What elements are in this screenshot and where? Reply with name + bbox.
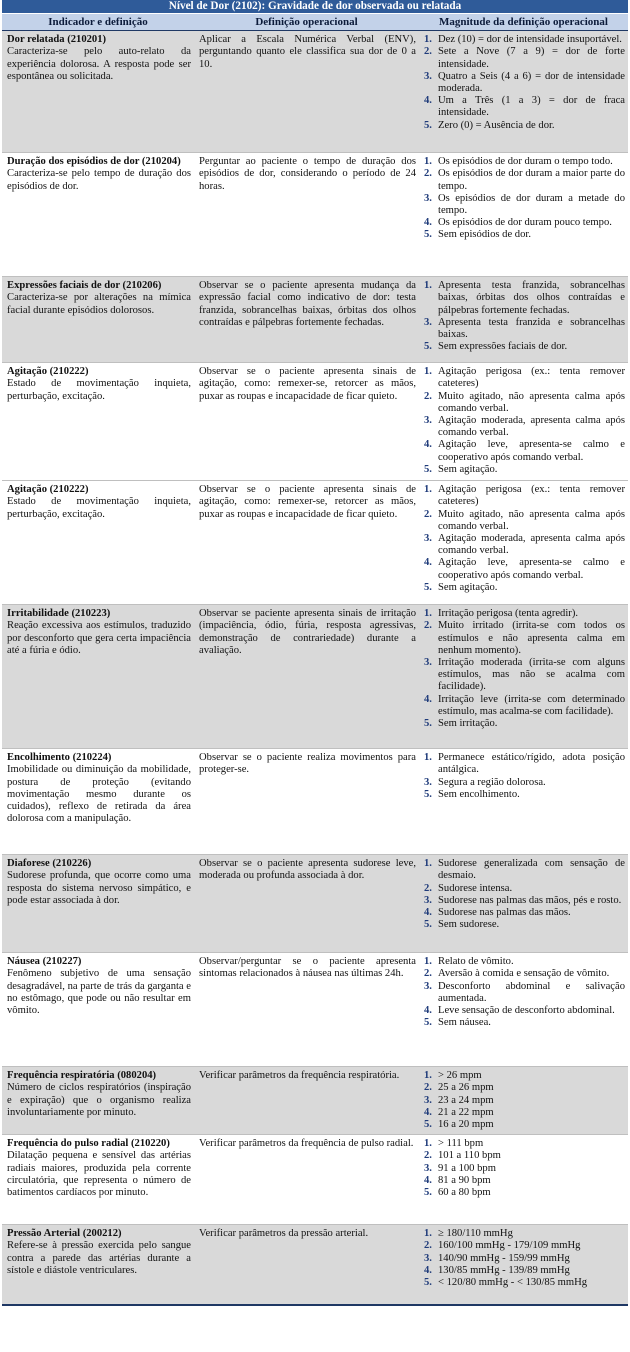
magnitude-text: Agitação moderada, apresenta calma após comando verbal. xyxy=(438,415,625,439)
magnitude-text: Segura a região dolorosa. xyxy=(438,776,546,788)
indicator-definition: Reação excessiva aos estímulos, traduzido por desconforto que gera certa impaciência até a fúria e ódio. xyxy=(7,620,191,656)
magnitude-cell xyxy=(419,1135,628,1225)
magnitude-number: 1. xyxy=(424,752,432,764)
magnitude-number: 2. xyxy=(424,390,432,402)
magnitude-text: Sudorese generalizada com sensação de desmaio. xyxy=(438,858,625,882)
magnitude-number: 5. xyxy=(424,919,432,931)
magnitude-number: 1. xyxy=(424,280,432,292)
table-row xyxy=(2,953,628,1067)
magnitude-text: Os episódios de dor duram o tempo todo. xyxy=(438,156,613,168)
operational-definition-cell: Verificar parâmetros da pressão arterial. xyxy=(194,1225,419,1305)
table-row xyxy=(2,1067,628,1135)
indicator-definition: Imobilidade ou diminuição da mobilidade, postura de proteção (evitando movimentação mesmo durante os cuidados), reflexo de retirada da área dolorosa com a manipulação. xyxy=(7,764,191,825)
magnitude-item xyxy=(424,71,625,95)
magnitude-item xyxy=(424,907,625,919)
magnitude-item xyxy=(424,229,625,241)
indicator-title: Frequência respiratória (080204) xyxy=(7,1070,157,1082)
magnitude-item xyxy=(424,789,625,801)
magnitude-item xyxy=(424,968,625,980)
table-row xyxy=(2,855,628,953)
magnitude-item xyxy=(424,1228,625,1240)
indicator-cell xyxy=(2,855,194,953)
operational-definition-cell: Observar se o paciente realiza movimentos para proteger-se. xyxy=(194,749,419,855)
indicator-title: Frequência do pulso radial (210220) xyxy=(7,1138,170,1150)
magnitude-text: ≥ 180/110 mmHg xyxy=(438,1228,513,1240)
magnitude-item xyxy=(424,919,625,931)
magnitude-text: 81 a 90 bpm xyxy=(438,1174,491,1186)
magnitude-item xyxy=(424,582,625,594)
magnitude-number: 2. xyxy=(424,882,432,894)
magnitude-number: 1. xyxy=(424,1228,432,1240)
indicator-definition: Caracteriza-se pelo auto-relato da experiência dolorosa. A resposta pode ser espontânea ou solicitada. xyxy=(7,46,191,82)
operational-definition-cell: Observar se o paciente apresenta mudança da expressão facial como indicativo de dor: testa franzida, sobrancelhas baixas, órbitas dos olhos contraídas e pálpebras fortemente fechadas. xyxy=(194,277,419,363)
magnitude-number: 4. xyxy=(424,693,432,705)
magnitude-text: Sem encolhimento. xyxy=(438,788,520,800)
magnitude-number: 3. xyxy=(424,192,432,204)
indicator-title: Agitação (210222) xyxy=(7,366,89,378)
magnitude-cell xyxy=(419,481,628,605)
magnitude-list xyxy=(424,956,625,1029)
indicator-cell xyxy=(2,277,194,363)
magnitude-text: Muito agitado, não apresenta calma após comando verbal. xyxy=(438,390,625,414)
magnitude-list xyxy=(424,34,625,132)
magnitude-cell xyxy=(419,153,628,277)
magnitude-number: 1. xyxy=(424,156,432,168)
magnitude-item xyxy=(424,1240,625,1252)
magnitude-text: Zero (0) = Ausência de dor. xyxy=(438,119,555,131)
magnitude-number: 2. xyxy=(424,620,432,632)
magnitude-list xyxy=(424,608,625,730)
magnitude-text: Irritação perigosa (tenta agredir). xyxy=(438,608,578,620)
magnitude-text: Agitação perigosa (ex.: tenta remover cateteres) xyxy=(438,484,625,508)
indicator-title: Pressão Arterial (200212) xyxy=(7,1228,122,1240)
magnitude-text: 21 a 22 mpm xyxy=(438,1106,494,1118)
magnitude-item xyxy=(424,883,625,895)
magnitude-text: Quatro a Seis (4 a 6) = dor de intensidade moderada. xyxy=(438,70,625,95)
magnitude-number: 3. xyxy=(424,894,432,906)
magnitude-cell xyxy=(419,1067,628,1135)
magnitude-item xyxy=(424,1150,625,1162)
table-row xyxy=(2,363,628,481)
magnitude-text: 25 a 26 mpm xyxy=(438,1082,494,1094)
indicator-title: Dor relatada (210201) xyxy=(7,34,107,46)
operational-definition-cell: Observar se o paciente apresenta sinais de agitação, como: remexer-se, retorcer as mãos, puxar as roupas e incapacidade de ficar quieto. xyxy=(194,481,419,605)
magnitude-text: Sudorese nas palmas das mãos, pés e rosto. xyxy=(438,894,622,906)
magnitude-text: Dez (10) = dor de intensidade insuportável. xyxy=(438,34,622,46)
magnitude-list xyxy=(424,484,625,594)
magnitude-number: 2. xyxy=(424,168,432,180)
magnitude-item xyxy=(424,533,625,557)
magnitude-text: Relato de vômito. xyxy=(438,956,514,968)
magnitude-item xyxy=(424,484,625,508)
magnitude-item xyxy=(424,217,625,229)
magnitude-text: 91 a 100 bpm xyxy=(438,1162,496,1174)
magnitude-list xyxy=(424,752,625,801)
magnitude-list xyxy=(424,858,625,931)
magnitude-number: 5. xyxy=(424,788,432,800)
magnitude-text: Sem agitação. xyxy=(438,463,498,475)
magnitude-number: 5. xyxy=(424,341,432,353)
magnitude-cell xyxy=(419,277,628,363)
table-row xyxy=(2,277,628,363)
indicator-definition: Estado de movimentação inquieta, perturbação, excitação. xyxy=(7,378,191,402)
table-row xyxy=(2,1225,628,1305)
magnitude-text: Aversão à comida e sensação de vômito. xyxy=(438,968,610,980)
magnitude-text: Sudorese nas palmas das mãos. xyxy=(438,907,571,919)
magnitude-text: 60 a 80 bpm xyxy=(438,1187,491,1199)
indicator-title: Encolhimento (210224) xyxy=(7,752,112,764)
magnitude-item xyxy=(424,1095,625,1107)
magnitude-list xyxy=(424,1070,625,1131)
magnitude-cell xyxy=(419,1225,628,1305)
magnitude-cell xyxy=(419,31,628,153)
indicator-definition: Fenômeno subjetivo de uma sensação desagradável, na parte de trás da garganta e no estômago, que pode ou não resultar em vômito. xyxy=(7,968,191,1017)
magnitude-number: 4. xyxy=(424,1106,432,1118)
magnitude-text: 130/85 mmHg - 139/89 mmHg xyxy=(438,1264,570,1276)
column-header-indicator: Indicador e definição xyxy=(2,14,194,31)
magnitude-number: 1. xyxy=(424,484,432,496)
magnitude-item xyxy=(424,1265,625,1277)
magnitude-number: 3. xyxy=(424,415,432,427)
magnitude-item xyxy=(424,718,625,730)
magnitude-item xyxy=(424,317,625,341)
indicator-cell xyxy=(2,953,194,1067)
magnitude-text: 140/90 mmHg - 159/99 mmHg xyxy=(438,1252,570,1264)
magnitude-number: 1. xyxy=(424,1070,432,1082)
indicator-definition: Dilatação pequena e sensível das artérias radiais maiores, produzida pela corrente circulatória, que representa o número de batimentos cardíacos por minuto. xyxy=(7,1150,191,1199)
indicator-title: Náusea (210227) xyxy=(7,956,82,968)
magnitude-number: 3. xyxy=(424,1094,432,1106)
magnitude-item xyxy=(424,366,625,390)
magnitude-text: Agitação leve, apresenta-se calmo e cooperativo após comando verbal. xyxy=(438,439,625,463)
indicator-definition: Caracteriza-se por alterações na mímica facial durante episódios dolorosos. xyxy=(7,292,191,316)
magnitude-number: 4. xyxy=(424,1174,432,1186)
magnitude-item xyxy=(424,120,625,132)
magnitude-number: 5. xyxy=(424,1187,432,1199)
magnitude-number: 5. xyxy=(424,463,432,475)
table-row xyxy=(2,1135,628,1225)
indicator-cell xyxy=(2,605,194,749)
magnitude-cell xyxy=(419,749,628,855)
magnitude-item xyxy=(424,34,625,46)
magnitude-number: 3. xyxy=(424,1162,432,1174)
magnitude-number: 2. xyxy=(424,46,432,58)
indicator-definition: Refere-se à pressão exercida pelo sangue contra a parede das artérias durante a sístole e diástole ventriculares. xyxy=(7,1240,191,1276)
magnitude-cell xyxy=(419,605,628,749)
magnitude-text: Sem expressões faciais de dor. xyxy=(438,341,568,353)
magnitude-text: Leve sensação de desconforto abdominal. xyxy=(438,1005,615,1017)
magnitude-text: Irritação leve (irrita-se com determinado estímulo, mas acalma-se com facilidade). xyxy=(438,693,625,717)
indicator-cell xyxy=(2,31,194,153)
column-header-magnitude: Magnitude da definição operacional xyxy=(419,14,628,31)
magnitude-item xyxy=(424,981,625,1005)
magnitude-number: 2. xyxy=(424,968,432,980)
magnitude-text: Os episódios de dor duram a maior parte do tempo. xyxy=(438,168,625,192)
magnitude-item xyxy=(424,1070,625,1082)
magnitude-number: 4. xyxy=(424,1005,432,1017)
magnitude-item xyxy=(424,46,625,70)
magnitude-item xyxy=(424,1005,625,1017)
magnitude-text: 16 a 20 mpm xyxy=(438,1119,494,1131)
indicator-title: Duração dos episódios de dor (210204) xyxy=(7,156,181,168)
magnitude-number: 1. xyxy=(424,1138,432,1150)
magnitude-item xyxy=(424,858,625,882)
magnitude-number: 5. xyxy=(424,1277,432,1289)
magnitude-item xyxy=(424,1253,625,1265)
magnitude-number: 1. xyxy=(424,608,432,620)
indicator-cell xyxy=(2,481,194,605)
table-row xyxy=(2,605,628,749)
magnitude-text: Desconforto abdominal e salivação aumentada. xyxy=(438,980,625,1004)
magnitude-text: Sem episódios de dor. xyxy=(438,229,531,241)
magnitude-number: 1. xyxy=(424,956,432,968)
indicator-title: Expressões faciais de dor (210206) xyxy=(7,280,162,292)
magnitude-list xyxy=(424,1138,625,1199)
magnitude-number: 2. xyxy=(424,1082,432,1094)
magnitude-item xyxy=(424,1138,625,1150)
magnitude-number: 4. xyxy=(424,907,432,919)
magnitude-text: Sem sudorese. xyxy=(438,919,500,931)
operational-definition-cell: Verificar parâmetros da frequência de pulso radial. xyxy=(194,1135,419,1225)
magnitude-number: 3. xyxy=(424,657,432,669)
indicator-cell xyxy=(2,1225,194,1305)
magnitude-number: 5. xyxy=(424,718,432,730)
magnitude-text: < 120/80 mmHg - < 130/85 mmHg xyxy=(438,1277,588,1289)
magnitude-item xyxy=(424,956,625,968)
magnitude-item xyxy=(424,1187,625,1199)
magnitude-item xyxy=(424,752,625,776)
magnitude-item xyxy=(424,1163,625,1175)
magnitude-item xyxy=(424,95,625,119)
magnitude-number: 5. xyxy=(424,119,432,131)
table-row xyxy=(2,31,628,153)
magnitude-text: Sem irritação. xyxy=(438,718,498,730)
magnitude-number: 1. xyxy=(424,858,432,870)
magnitude-text: Sete a Nove (7 a 9) = dor de forte intensidade. xyxy=(438,46,625,70)
indicator-title: Diaforese (210226) xyxy=(7,858,92,870)
magnitude-text: Agitação leve, apresenta-se calmo e cooperativo após comando verbal. xyxy=(438,557,625,581)
operational-definition-cell: Verificar parâmetros da frequência respiratória. xyxy=(194,1067,419,1135)
magnitude-list xyxy=(424,280,625,353)
magnitude-item xyxy=(424,193,625,217)
magnitude-number: 5. xyxy=(424,581,432,593)
magnitude-cell xyxy=(419,953,628,1067)
indicator-definition: Sudorese profunda, que ocorre como uma resposta do sistema nervoso simpático, e pode estar associada à dor. xyxy=(7,870,191,906)
indicator-cell xyxy=(2,749,194,855)
magnitude-item xyxy=(424,415,625,439)
magnitude-item xyxy=(424,168,625,192)
magnitude-item xyxy=(424,509,625,533)
magnitude-text: Permanece estático/rígido, adota posição antálgica. xyxy=(438,752,625,776)
operational-definition-cell: Aplicar a Escala Numérica Verbal (ENV), perguntando quanto ele classifica sua dor de 0 a 10. xyxy=(194,31,419,153)
operational-definition-cell: Perguntar ao paciente o tempo de duração dos episódios de dor, considerando o período de 24 horas. xyxy=(194,153,419,277)
magnitude-text: Um a Três (1 a 3) = dor de fraca intensidade. xyxy=(438,95,625,119)
magnitude-text: Os episódios de dor duram pouco tempo. xyxy=(438,217,612,229)
indicator-cell xyxy=(2,363,194,481)
operational-definition-cell: Observar/perguntar se o paciente apresenta sintomas relacionados à náusea nas últimas 24h. xyxy=(194,953,419,1067)
magnitude-text: > 26 mpm xyxy=(438,1070,482,1082)
magnitude-number: 4. xyxy=(424,1264,432,1276)
indicator-definition: Número de ciclos respiratórios (inspiração e expiração) que o organismo realiza involuntariamente por minuto. xyxy=(7,1082,191,1118)
magnitude-text: 160/100 mmHg - 179/109 mmHg xyxy=(438,1240,581,1252)
magnitude-text: Apresenta testa franzida, sobrancelhas baixas, órbitas dos olhos contraídas e pálpebras fortemente fechadas. xyxy=(438,280,625,316)
magnitude-number: 4. xyxy=(424,217,432,229)
table-body xyxy=(2,31,628,1305)
magnitude-text: Sudorese intensa. xyxy=(438,882,513,894)
table-row xyxy=(2,481,628,605)
magnitude-item xyxy=(424,620,625,657)
magnitude-number: 5. xyxy=(424,1017,432,1029)
magnitude-text: Muito agitado, não apresenta calma após comando verbal. xyxy=(438,508,625,532)
magnitude-text: Muito irritado (irrita-se com todos os estímulos e não apresenta calma em nenhum momento). xyxy=(438,620,625,656)
magnitude-number: 2. xyxy=(424,508,432,520)
magnitude-text: Apresenta testa franzida e sobrancelhas baixas. xyxy=(438,316,625,341)
magnitude-text: Agitação moderada, apresenta calma após comando verbal. xyxy=(438,533,625,557)
magnitude-item xyxy=(424,1277,625,1289)
magnitude-number: 4. xyxy=(424,95,432,107)
indicator-definition: Caracteriza-se pelo tempo de duração dos episódios de dor. xyxy=(7,168,191,192)
magnitude-item xyxy=(424,694,625,718)
magnitude-item xyxy=(424,156,625,168)
magnitude-item xyxy=(424,1119,625,1131)
magnitude-number: 3. xyxy=(424,316,432,328)
magnitude-number: 3. xyxy=(424,776,432,788)
magnitude-text: Sem agitação. xyxy=(438,581,498,593)
magnitude-text: > 111 bpm xyxy=(438,1138,484,1150)
operational-definition-cell: Observar se o paciente apresenta sinais de agitação, como: remexer-se, retorcer as mãos, puxar as roupas e incapacidade de ficar quieto. xyxy=(194,363,419,481)
magnitude-text: 101 a 110 bpm xyxy=(438,1150,501,1162)
magnitude-item xyxy=(424,1175,625,1187)
magnitude-number: 5. xyxy=(424,1119,432,1131)
magnitude-list xyxy=(424,156,625,241)
column-header-operational-definition: Definição operacional xyxy=(194,14,419,31)
indicator-cell xyxy=(2,153,194,277)
magnitude-item xyxy=(424,657,625,694)
pain-level-table-container xyxy=(2,0,628,1306)
magnitude-list xyxy=(424,366,625,476)
magnitude-number: 3. xyxy=(424,70,432,82)
operational-definition-cell: Observar se paciente apresenta sinais de irritação (impaciência, ódio, fúria, resposta agressivas, demonstração de contrariedade) durante a avaliação. xyxy=(194,605,419,749)
magnitude-text: Irritação moderada (irrita-se com alguns estímulos, mas não se acalma com facilidade). xyxy=(438,657,625,693)
magnitude-text: Os episódios de dor duram a metade do tempo. xyxy=(438,192,625,217)
magnitude-item xyxy=(424,1107,625,1119)
magnitude-number: 4. xyxy=(424,439,432,451)
magnitude-item xyxy=(424,1017,625,1029)
magnitude-list xyxy=(424,1228,625,1289)
table-row xyxy=(2,153,628,277)
indicator-title: Agitação (210222) xyxy=(7,484,89,496)
magnitude-number: 2. xyxy=(424,1150,432,1162)
indicator-cell xyxy=(2,1135,194,1225)
magnitude-item xyxy=(424,608,625,620)
indicator-definition: Estado de movimentação inquieta, perturbação, excitação. xyxy=(7,496,191,520)
magnitude-item xyxy=(424,557,625,581)
magnitude-text: 23 a 24 mpm xyxy=(438,1094,494,1106)
magnitude-number: 3. xyxy=(424,980,432,992)
magnitude-item xyxy=(424,777,625,789)
indicator-cell xyxy=(2,1067,194,1135)
magnitude-item xyxy=(424,895,625,907)
magnitude-item xyxy=(424,439,625,463)
magnitude-number: 4. xyxy=(424,557,432,569)
table-row xyxy=(2,749,628,855)
magnitude-item xyxy=(424,391,625,415)
magnitude-item xyxy=(424,280,625,317)
operational-definition-cell: Observar se o paciente apresenta sudorese leve, moderada ou profunda associada à dor. xyxy=(194,855,419,953)
magnitude-text: Sem náusea. xyxy=(438,1017,491,1029)
magnitude-cell xyxy=(419,363,628,481)
magnitude-number: 2. xyxy=(424,1240,432,1252)
pain-level-table xyxy=(2,0,628,1306)
magnitude-item xyxy=(424,1082,625,1094)
magnitude-number: 3. xyxy=(424,533,432,545)
magnitude-number: 1. xyxy=(424,366,432,378)
magnitude-number: 1. xyxy=(424,34,432,46)
magnitude-item xyxy=(424,464,625,476)
table-title: Nível de Dor (2102): Gravidade de dor observada ou relatada xyxy=(2,0,628,14)
magnitude-number: 3. xyxy=(424,1252,432,1264)
magnitude-text: Agitação perigosa (ex.: tenta remover cateteres) xyxy=(438,366,625,390)
magnitude-cell xyxy=(419,855,628,953)
magnitude-number: 5. xyxy=(424,229,432,241)
magnitude-item xyxy=(424,341,625,353)
indicator-title: Irritabilidade (210223) xyxy=(7,608,111,620)
